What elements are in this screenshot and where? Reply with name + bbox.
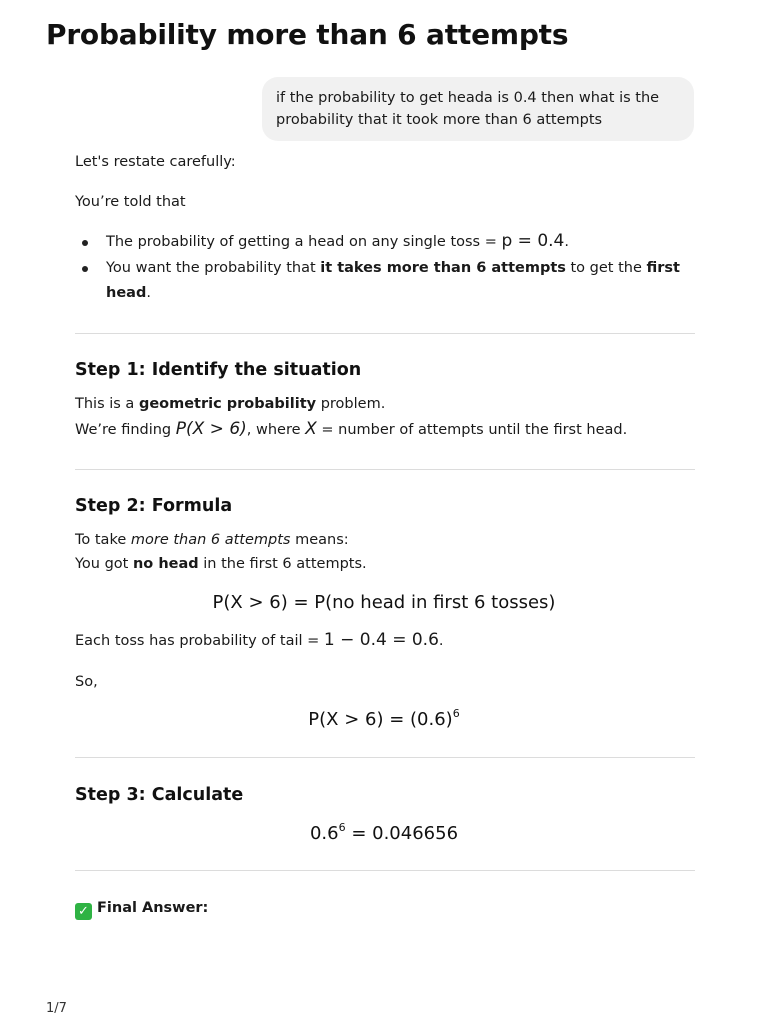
step2-line: You got no head in the first 6 attempts. <box>75 556 367 572</box>
intro-line: You’re told that <box>75 194 186 210</box>
step1-line: We’re finding P(X > 6), where X = number of attempts until the first head. <box>75 419 628 439</box>
final-answer-label: ✓ Final Answer: <box>75 900 208 920</box>
equation-no-head: P(X > 6) = P(no head in first 6 tosses) <box>212 592 556 613</box>
step1-heading: Step 1: Identify the situation <box>75 360 362 380</box>
user-message-bubble: if the probability to get heada is 0.4 then what is the probability that it took more than 6 attempts <box>262 77 694 141</box>
equation-result: $0.6^6 = 0.046656$ <box>309 821 459 844</box>
divider <box>75 333 695 334</box>
bullet-item: The probability of getting a head on any single toss = p = 0.4. <box>106 231 569 251</box>
step2-line: Each toss has probability of tail = 1 − 0.4 = 0.6. <box>75 630 444 650</box>
step3-heading: Step 3: Calculate <box>75 785 244 805</box>
bullet-dot <box>82 266 88 272</box>
intro-line: Let's restate carefully: <box>75 154 236 170</box>
divider <box>75 757 695 758</box>
step2-line: So, <box>75 674 98 690</box>
step2-heading: Step 2: Formula <box>75 496 233 516</box>
check-mark-icon: ✓ <box>75 903 92 920</box>
page-number: 1/7 <box>46 1001 67 1016</box>
divider <box>75 469 695 470</box>
bullet-item: You want the probability that it takes more than 6 attempts to get the first <box>106 260 680 276</box>
divider <box>75 870 695 871</box>
step2-line: To take more than 6 attempts means: <box>75 532 349 548</box>
bullet-item-continued: head. <box>106 285 151 301</box>
step1-line: This is a geometric probability problem. <box>75 396 386 412</box>
bullet-dot <box>82 240 88 246</box>
equation-power: $P(X > 6) = (0.6)^6$ <box>308 707 460 730</box>
page-title: Probability more than 6 attempts <box>46 18 569 51</box>
